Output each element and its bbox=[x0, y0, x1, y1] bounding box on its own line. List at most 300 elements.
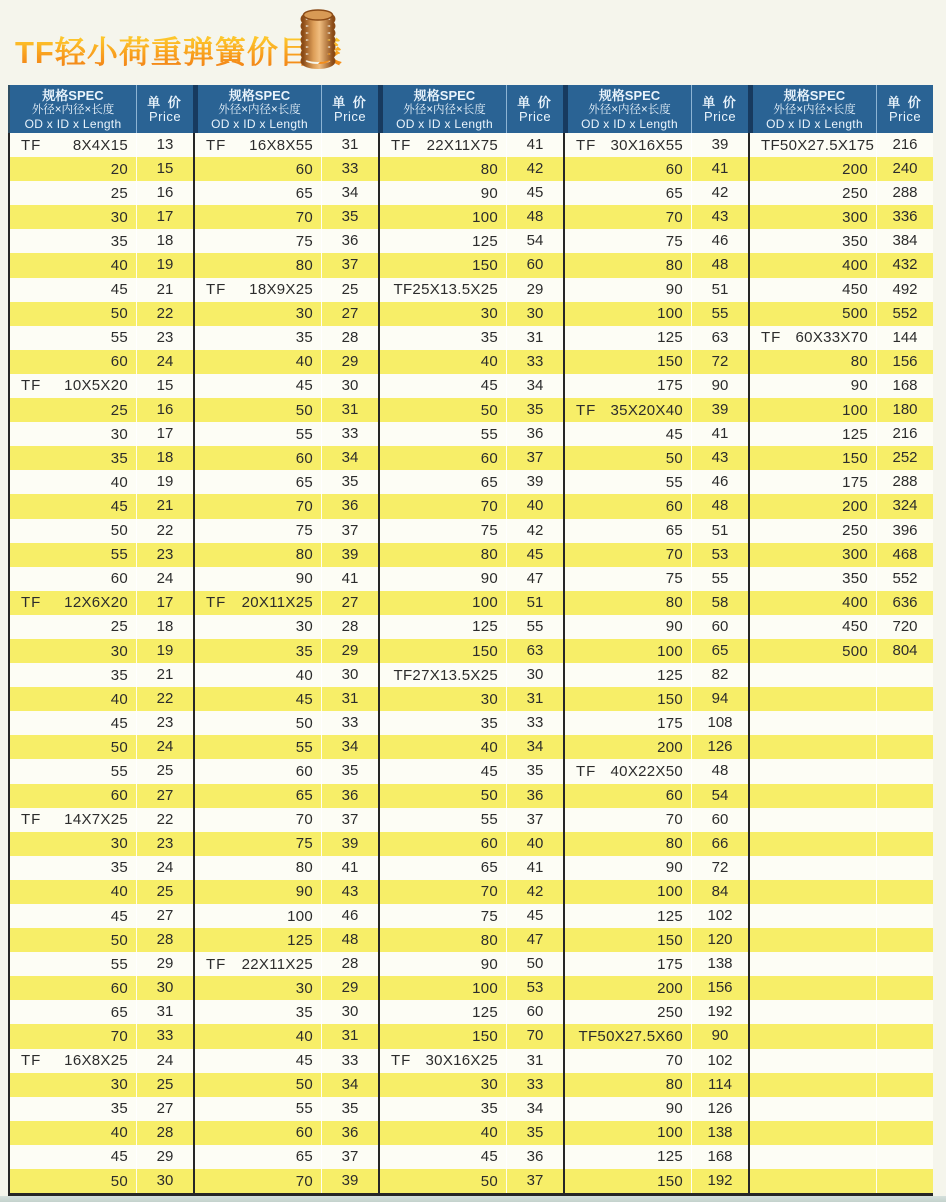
spec-cell bbox=[748, 880, 876, 904]
price-cell: 60 bbox=[691, 808, 748, 832]
price-cell: 48 bbox=[691, 759, 748, 783]
spec-cell bbox=[8, 735, 136, 759]
price-cell: 30 bbox=[506, 663, 563, 687]
spec-cell bbox=[748, 1000, 876, 1024]
spec-value: 80 bbox=[665, 1076, 683, 1094]
spec-value: 40 bbox=[295, 666, 313, 684]
spec-cell bbox=[748, 952, 876, 976]
spec-value: 80 bbox=[295, 859, 313, 877]
spec-cell bbox=[193, 470, 321, 494]
spec-cell bbox=[193, 133, 321, 157]
spec-cell bbox=[378, 398, 506, 422]
spec-cell bbox=[193, 711, 321, 735]
header-group bbox=[748, 85, 933, 133]
price-cell: 28 bbox=[321, 952, 378, 976]
price-cell: 28 bbox=[136, 1121, 193, 1145]
spec-value: 35 bbox=[110, 232, 128, 250]
table-row bbox=[8, 374, 933, 398]
price-cell: 19 bbox=[136, 470, 193, 494]
spec-value: 16X8X55 bbox=[249, 136, 313, 154]
spec-cell bbox=[563, 181, 691, 205]
price-cell: 288 bbox=[876, 470, 933, 494]
price-cell: 22 bbox=[136, 302, 193, 326]
price-cell: 31 bbox=[506, 326, 563, 350]
spec-header bbox=[753, 85, 876, 133]
price-header bbox=[691, 85, 748, 133]
price-cell: 47 bbox=[506, 928, 563, 952]
spec-cell bbox=[8, 759, 136, 783]
spec-cell bbox=[563, 663, 691, 687]
price-cell: 54 bbox=[691, 784, 748, 808]
spec-cell bbox=[563, 976, 691, 1000]
spec-cell bbox=[748, 663, 876, 687]
table-row bbox=[8, 205, 933, 229]
price-cell: 42 bbox=[506, 880, 563, 904]
table-row bbox=[8, 735, 933, 759]
price-cell bbox=[876, 856, 933, 880]
spec-cell bbox=[378, 470, 506, 494]
spec-cell bbox=[8, 543, 136, 567]
price-header-en: Price bbox=[703, 108, 737, 124]
spec-value: 80 bbox=[850, 353, 868, 371]
price-cell: 108 bbox=[691, 711, 748, 735]
spec-cell bbox=[8, 374, 136, 398]
price-cell: 46 bbox=[691, 229, 748, 253]
price-header-cn: 单 价 bbox=[517, 94, 553, 110]
price-cell: 29 bbox=[136, 952, 193, 976]
price-cell: 24 bbox=[136, 1049, 193, 1073]
spec-cell bbox=[8, 880, 136, 904]
price-cell: 216 bbox=[876, 422, 933, 446]
table-row bbox=[8, 253, 933, 277]
price-cell: 36 bbox=[506, 1145, 563, 1169]
table-row bbox=[8, 639, 933, 663]
spec-prefix: TF bbox=[21, 811, 42, 829]
spec-cell bbox=[193, 615, 321, 639]
table-row bbox=[8, 1000, 933, 1024]
price-cell: 41 bbox=[691, 422, 748, 446]
spec-value: 125 bbox=[842, 425, 868, 443]
spec-cell bbox=[8, 181, 136, 205]
spec-value: 30X16X55 bbox=[610, 136, 683, 154]
price-cell: 30 bbox=[506, 302, 563, 326]
spec-cell bbox=[378, 446, 506, 470]
price-cell: 25 bbox=[136, 759, 193, 783]
spec-value: 45 bbox=[295, 1052, 313, 1070]
price-cell: 18 bbox=[136, 615, 193, 639]
spec-value: 150 bbox=[472, 642, 498, 660]
price-cell: 41 bbox=[506, 856, 563, 880]
spec-cell bbox=[193, 784, 321, 808]
spec-value: 50 bbox=[110, 931, 128, 949]
price-cell: 94 bbox=[691, 687, 748, 711]
price-cell bbox=[876, 711, 933, 735]
spec-cell bbox=[193, 205, 321, 229]
spec-cell bbox=[748, 350, 876, 374]
price-cell: 84 bbox=[691, 880, 748, 904]
spec-header-cn: 规格SPEC bbox=[598, 88, 661, 103]
spec-cell bbox=[8, 205, 136, 229]
spec-cell bbox=[378, 759, 506, 783]
spec-value: 30 bbox=[295, 979, 313, 997]
price-cell: 31 bbox=[136, 1000, 193, 1024]
spec-cell bbox=[748, 398, 876, 422]
spec-value: 30 bbox=[110, 208, 128, 226]
spec-value: 250 bbox=[842, 184, 868, 202]
spec-value: 70 bbox=[665, 546, 683, 564]
spec-value: 150 bbox=[657, 353, 683, 371]
spec-value: 55 bbox=[295, 425, 313, 443]
price-cell: 31 bbox=[321, 687, 378, 711]
spec-cell bbox=[8, 639, 136, 663]
spec-dims-en: OD x ID x Length bbox=[766, 117, 863, 131]
price-cell: 36 bbox=[321, 784, 378, 808]
price-cell: 384 bbox=[876, 229, 933, 253]
spec-value: 14X7X25 bbox=[64, 811, 128, 829]
price-cell: 18 bbox=[136, 446, 193, 470]
spec-cell bbox=[378, 808, 506, 832]
spec-cell bbox=[748, 639, 876, 663]
spec-value: 30 bbox=[480, 305, 498, 323]
table-row bbox=[8, 519, 933, 543]
spec-cell bbox=[193, 1049, 321, 1073]
spec-cell bbox=[193, 181, 321, 205]
spec-value: 40 bbox=[110, 690, 128, 708]
spec-cell bbox=[8, 1097, 136, 1121]
spec-value: 22X11X75 bbox=[426, 136, 498, 154]
spec-cell bbox=[378, 856, 506, 880]
price-cell: 90 bbox=[691, 1024, 748, 1048]
header-group bbox=[378, 85, 563, 133]
spec-value: 30 bbox=[110, 642, 128, 660]
spec-value: 500 bbox=[842, 642, 868, 660]
spec-cell bbox=[8, 398, 136, 422]
spec-value: 150 bbox=[472, 1028, 498, 1046]
spec-cell bbox=[748, 543, 876, 567]
spec-cell bbox=[563, 784, 691, 808]
price-cell: 43 bbox=[321, 880, 378, 904]
table-row bbox=[8, 326, 933, 350]
spec-value: 125 bbox=[657, 907, 683, 925]
spec-cell bbox=[748, 735, 876, 759]
price-cell: 34 bbox=[506, 374, 563, 398]
spec-value: 60 bbox=[295, 160, 313, 178]
price-cell: 25 bbox=[321, 278, 378, 302]
spec-cell bbox=[8, 711, 136, 735]
spec-header bbox=[198, 85, 321, 133]
page-title: TF轻小荷重弹簧价目表 bbox=[15, 35, 343, 70]
spec-value: 400 bbox=[842, 594, 868, 612]
spec-value: 80 bbox=[295, 546, 313, 564]
price-header-cn: 单 价 bbox=[702, 94, 738, 110]
table-row bbox=[8, 952, 933, 976]
header-group bbox=[8, 85, 193, 133]
spec-value: 450 bbox=[842, 281, 868, 299]
price-cell: 40 bbox=[506, 832, 563, 856]
price-cell: 16 bbox=[136, 398, 193, 422]
spec-dims-cn: 外径×内径×长度 bbox=[218, 104, 301, 116]
price-cell: 37 bbox=[506, 808, 563, 832]
spec-value: 50 bbox=[110, 738, 128, 756]
spec-value: 30 bbox=[480, 1076, 498, 1094]
spec-prefix: TF bbox=[206, 955, 227, 973]
price-cell: 29 bbox=[321, 976, 378, 1000]
price-cell bbox=[876, 1000, 933, 1024]
spec-cell bbox=[748, 1121, 876, 1145]
spec-value: 30X16X25 bbox=[425, 1052, 498, 1070]
price-cell: 15 bbox=[136, 374, 193, 398]
spec-cell bbox=[378, 302, 506, 326]
spec-value: 90 bbox=[850, 377, 868, 395]
spec-value: 90 bbox=[480, 184, 498, 202]
price-cell: 41 bbox=[506, 133, 563, 157]
table-row bbox=[8, 1145, 933, 1169]
price-cell: 45 bbox=[506, 904, 563, 928]
price-cell: 51 bbox=[691, 519, 748, 543]
table-row bbox=[8, 302, 933, 326]
price-cell: 138 bbox=[691, 1121, 748, 1145]
spec-cell bbox=[8, 133, 136, 157]
spec-cell bbox=[193, 687, 321, 711]
spec-prefix: TF bbox=[576, 136, 597, 154]
price-cell: 216 bbox=[876, 133, 933, 157]
spec-cell bbox=[193, 1169, 321, 1193]
table-row bbox=[8, 711, 933, 735]
spec-cell bbox=[193, 880, 321, 904]
price-cell: 35 bbox=[506, 759, 563, 783]
spec-cell bbox=[563, 1024, 691, 1048]
spec-cell bbox=[378, 1000, 506, 1024]
spec-value: 45 bbox=[110, 714, 128, 732]
spec-value: 400 bbox=[842, 257, 868, 275]
spec-cell bbox=[563, 928, 691, 952]
spec-cell bbox=[8, 278, 136, 302]
price-cell: 29 bbox=[506, 278, 563, 302]
price-cell: 41 bbox=[321, 567, 378, 591]
spec-cell bbox=[748, 1097, 876, 1121]
price-header bbox=[136, 85, 193, 133]
spec-cell bbox=[563, 1097, 691, 1121]
spec-value: 16X8X25 bbox=[64, 1052, 128, 1070]
price-cell: 24 bbox=[136, 735, 193, 759]
spec-cell bbox=[563, 350, 691, 374]
spec-cell bbox=[748, 229, 876, 253]
spec-dims-en: OD x ID x Length bbox=[396, 117, 493, 131]
price-cell: 36 bbox=[506, 784, 563, 808]
price-cell: 34 bbox=[506, 735, 563, 759]
spec-cell bbox=[378, 205, 506, 229]
spec-value: 25 bbox=[110, 618, 128, 636]
price-header bbox=[321, 85, 378, 133]
price-cell: 51 bbox=[691, 278, 748, 302]
table-row bbox=[8, 470, 933, 494]
spec-value: 90 bbox=[665, 618, 683, 636]
spec-cell bbox=[563, 398, 691, 422]
spec-cell bbox=[8, 326, 136, 350]
spec-value: 70 bbox=[295, 208, 313, 226]
spec-cell bbox=[563, 494, 691, 518]
spec-value: 100 bbox=[657, 1124, 683, 1142]
spec-value: 45 bbox=[665, 425, 683, 443]
spec-cell bbox=[193, 567, 321, 591]
spec-cell bbox=[378, 735, 506, 759]
price-cell: 30 bbox=[321, 1000, 378, 1024]
spec-value: 200 bbox=[657, 738, 683, 756]
spec-value: 90 bbox=[480, 570, 498, 588]
spec-value: 40 bbox=[110, 257, 128, 275]
price-cell: 27 bbox=[321, 302, 378, 326]
price-cell: 192 bbox=[691, 1000, 748, 1024]
spec-cell bbox=[748, 976, 876, 1000]
spec-cell bbox=[563, 133, 691, 157]
spec-value: 35 bbox=[110, 449, 128, 467]
price-cell: 18 bbox=[136, 229, 193, 253]
table-row bbox=[8, 663, 933, 687]
spec-value: 60 bbox=[110, 979, 128, 997]
spec-cell bbox=[748, 904, 876, 928]
spec-header-cn: 规格SPEC bbox=[413, 88, 476, 103]
table-row bbox=[8, 1169, 933, 1193]
spec-cell bbox=[748, 1169, 876, 1193]
price-cell bbox=[876, 1024, 933, 1048]
table-row bbox=[8, 832, 933, 856]
spec-cell bbox=[193, 398, 321, 422]
price-cell: 288 bbox=[876, 181, 933, 205]
price-cell: 24 bbox=[136, 856, 193, 880]
price-cell: 36 bbox=[321, 1121, 378, 1145]
spec-value: 200 bbox=[842, 160, 868, 178]
price-cell: 29 bbox=[136, 1145, 193, 1169]
spec-value: 60 bbox=[110, 353, 128, 371]
spec-value: 55 bbox=[665, 473, 683, 491]
spec-cell bbox=[8, 350, 136, 374]
spec-cell bbox=[748, 157, 876, 181]
spec-value: 30 bbox=[110, 835, 128, 853]
spec-value: 125 bbox=[287, 931, 313, 949]
spec-value: 25 bbox=[110, 401, 128, 419]
price-cell: 70 bbox=[506, 1024, 563, 1048]
price-cell: 27 bbox=[136, 904, 193, 928]
spec-value: 70 bbox=[295, 811, 313, 829]
spec-cell bbox=[8, 663, 136, 687]
spring-icon bbox=[297, 7, 339, 69]
spec-cell bbox=[563, 157, 691, 181]
price-cell bbox=[876, 759, 933, 783]
price-cell: 126 bbox=[691, 735, 748, 759]
price-cell bbox=[876, 735, 933, 759]
spec-cell bbox=[748, 446, 876, 470]
spec-value: 90 bbox=[480, 955, 498, 973]
spec-value: 45 bbox=[480, 762, 498, 780]
price-cell: 90 bbox=[691, 374, 748, 398]
spec-value: 65 bbox=[295, 473, 313, 491]
spec-cell bbox=[8, 808, 136, 832]
price-cell: 17 bbox=[136, 205, 193, 229]
price-cell bbox=[876, 976, 933, 1000]
price-header-cn: 单 价 bbox=[147, 94, 183, 110]
price-cell: 28 bbox=[136, 928, 193, 952]
spec-cell bbox=[748, 784, 876, 808]
spec-cell bbox=[193, 543, 321, 567]
spec-value: 100 bbox=[657, 642, 683, 660]
spec-value: 70 bbox=[295, 497, 313, 515]
price-cell: 51 bbox=[506, 591, 563, 615]
price-cell bbox=[876, 1049, 933, 1073]
spec-cell bbox=[193, 422, 321, 446]
spec-value: 90 bbox=[295, 570, 313, 588]
spec-cell bbox=[193, 928, 321, 952]
price-cell: 60 bbox=[691, 615, 748, 639]
spec-value: 75 bbox=[295, 232, 313, 250]
table-row bbox=[8, 1024, 933, 1048]
spec-cell bbox=[193, 976, 321, 1000]
spec-cell bbox=[8, 1169, 136, 1193]
price-cell: 42 bbox=[506, 519, 563, 543]
table-header-row bbox=[8, 85, 933, 133]
table-row bbox=[8, 808, 933, 832]
spec-value: 35 bbox=[480, 714, 498, 732]
price-cell: 36 bbox=[506, 422, 563, 446]
price-cell: 48 bbox=[321, 928, 378, 952]
spec-value: 200 bbox=[842, 497, 868, 515]
spec-cell bbox=[8, 229, 136, 253]
spec-value: TF25X13.5X25 bbox=[393, 281, 498, 299]
spec-cell bbox=[378, 326, 506, 350]
spec-cell bbox=[193, 253, 321, 277]
spec-value: 60 bbox=[665, 160, 683, 178]
spec-cell bbox=[378, 1145, 506, 1169]
table-row bbox=[8, 398, 933, 422]
table-row bbox=[8, 422, 933, 446]
table-row bbox=[8, 278, 933, 302]
price-cell: 34 bbox=[506, 1097, 563, 1121]
spec-cell bbox=[748, 494, 876, 518]
spec-value: 45 bbox=[295, 377, 313, 395]
spec-prefix: TF bbox=[761, 329, 782, 347]
spec-value: 12X6X20 bbox=[64, 594, 128, 612]
spec-value: 60 bbox=[480, 835, 498, 853]
price-cell: 324 bbox=[876, 494, 933, 518]
spec-cell bbox=[748, 808, 876, 832]
price-cell: 60 bbox=[506, 1000, 563, 1024]
spec-cell bbox=[563, 615, 691, 639]
price-cell: 168 bbox=[876, 374, 933, 398]
spec-value: 40 bbox=[295, 353, 313, 371]
spec-cell bbox=[378, 904, 506, 928]
spec-value: 80 bbox=[665, 835, 683, 853]
spec-cell bbox=[563, 711, 691, 735]
spec-value: 55 bbox=[110, 329, 128, 347]
spec-cell bbox=[8, 446, 136, 470]
spec-prefix: TF bbox=[21, 1052, 42, 1070]
price-cell: 29 bbox=[321, 639, 378, 663]
spec-cell bbox=[378, 181, 506, 205]
spec-value: 35 bbox=[110, 666, 128, 684]
spec-cell bbox=[748, 253, 876, 277]
price-cell: 72 bbox=[691, 350, 748, 374]
spec-value: 80 bbox=[480, 160, 498, 178]
spec-cell bbox=[8, 302, 136, 326]
spec-value: 22X11X25 bbox=[241, 955, 313, 973]
price-cell: 46 bbox=[321, 904, 378, 928]
price-cell: 30 bbox=[321, 374, 378, 398]
spec-cell bbox=[563, 519, 691, 543]
price-cell: 23 bbox=[136, 832, 193, 856]
spec-value: 40 bbox=[110, 883, 128, 901]
spec-cell bbox=[378, 832, 506, 856]
spec-cell bbox=[378, 253, 506, 277]
price-cell: 55 bbox=[691, 302, 748, 326]
